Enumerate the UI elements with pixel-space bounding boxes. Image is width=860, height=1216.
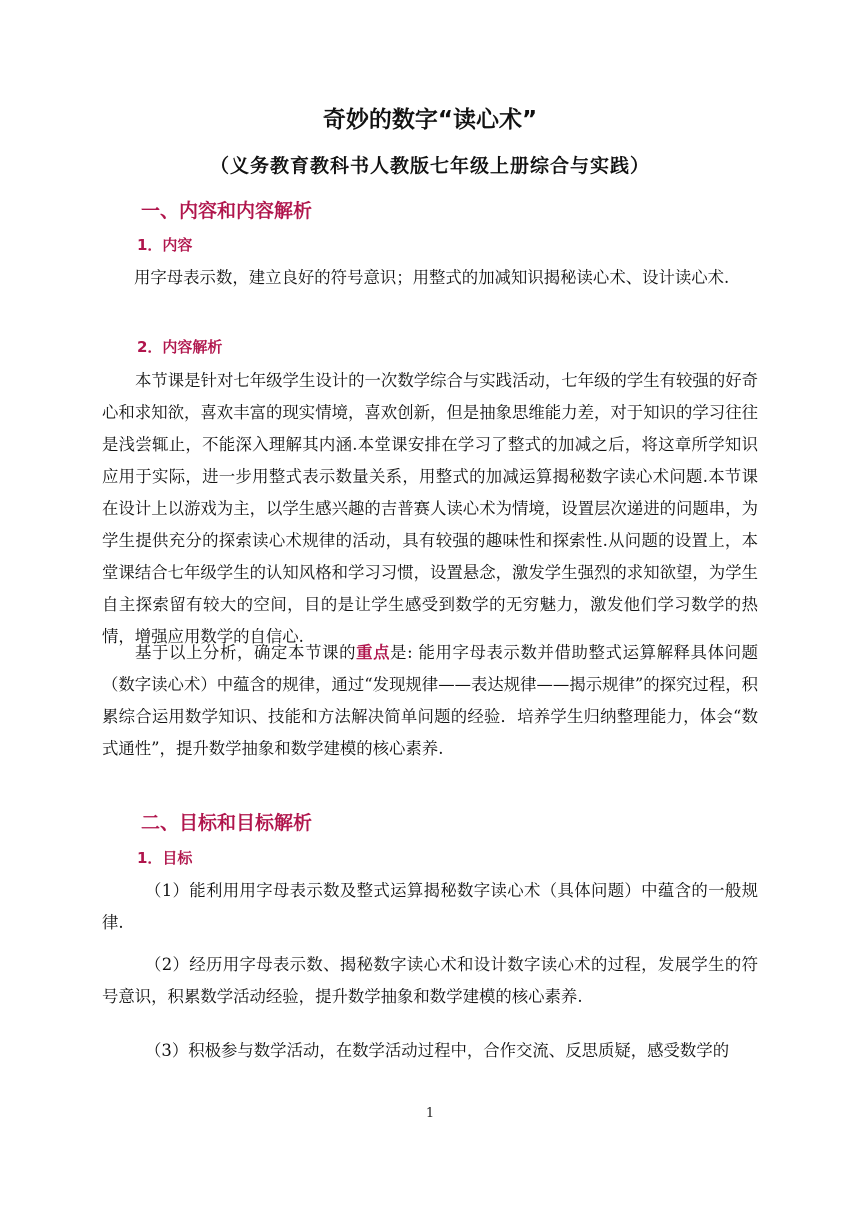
analysis-paragraph: 本节课是针对七年级学生设计的一次数学综合与实践活动，七年级的学生有较强的好奇心和求知欲，喜欢丰富的现实情境，喜欢创新，但是抽象思维能力差，对于知识的学习往往是浅尝辄止，不能深入理解其内涵.本堂课安排在学习了整式的加减之后，将这章所学知识应用于实际，进一步用整式表示数量关系，用整式的加减运算揭秘数字读心术问题.本节课在设计上以游戏为主，以学生感兴趣的吉普赛人读心术为情境，设置层次递进的问题串，为学生提供充分的探索读心术规律的活动，具有较强的趣味性和探索性.从问题的设置上，本堂课结合七年级学生的认知风格和学习习惯，设置悬念，激发学生强烈的求知欲望，为学生自主探索留有较大的空间，目的是让学生感受到数学的无穷魅力，激发他们学习数学的热情，增强应用数学的自信心. bbox=[102, 371, 758, 646]
goal-1: （1）能利用用字母表示数及整式运算揭秘数字读心术（具体问题）中蕴含的一般规律. bbox=[102, 881, 758, 932]
key-point-emphasis: 重点 bbox=[356, 643, 391, 662]
key-point-paragraph bbox=[102, 637, 758, 765]
document-title: 奇妙的数字“读心术” bbox=[322, 107, 538, 133]
document-subtitle: （义务教育教科书人教版七年级上册综合与实践） bbox=[209, 155, 650, 177]
subsection-heading-content: 1．内容 bbox=[137, 236, 193, 254]
key-point-lead: 基于以上分析，确定本节课的 bbox=[135, 643, 357, 662]
key-point-body: 是: 能用字母表示数并借助整式运算解释具体问题（数字读心术）中蕴含的规律，通过“发现规律——表达规律——揭示规律”的探究过程，积累综合运用数学知识、技能和方法解决简单问题的经验．培养学生归纳整理能力，体会“数式通性”，提升数学抽象和数学建模的核心素养. bbox=[102, 643, 759, 758]
content-paragraph: 用字母表示数，建立良好的符号意识；用整式的加减知识揭秘读心术、设计读心术. bbox=[134, 268, 730, 287]
page-number: 1 bbox=[425, 1106, 435, 1121]
goal-2: （2）经历用字母表示数、揭秘数字读心术和设计数字读心术的过程，发展学生的符号意识，积累数学活动经验，提升数学抽象和数学建模的核心素养. bbox=[102, 955, 758, 1006]
section-heading-goals: 二、目标和目标解析 bbox=[141, 812, 313, 834]
subsection-heading-analysis: 2．内容解析 bbox=[137, 338, 223, 356]
section-heading-content: 一、内容和内容解析 bbox=[141, 200, 313, 222]
subsection-heading-goals: 1．目标 bbox=[137, 849, 193, 867]
goal-3: （3）积极参与数学活动，在数学活动过程中，合作交流、反思质疑，感受数学的 bbox=[145, 1041, 730, 1060]
